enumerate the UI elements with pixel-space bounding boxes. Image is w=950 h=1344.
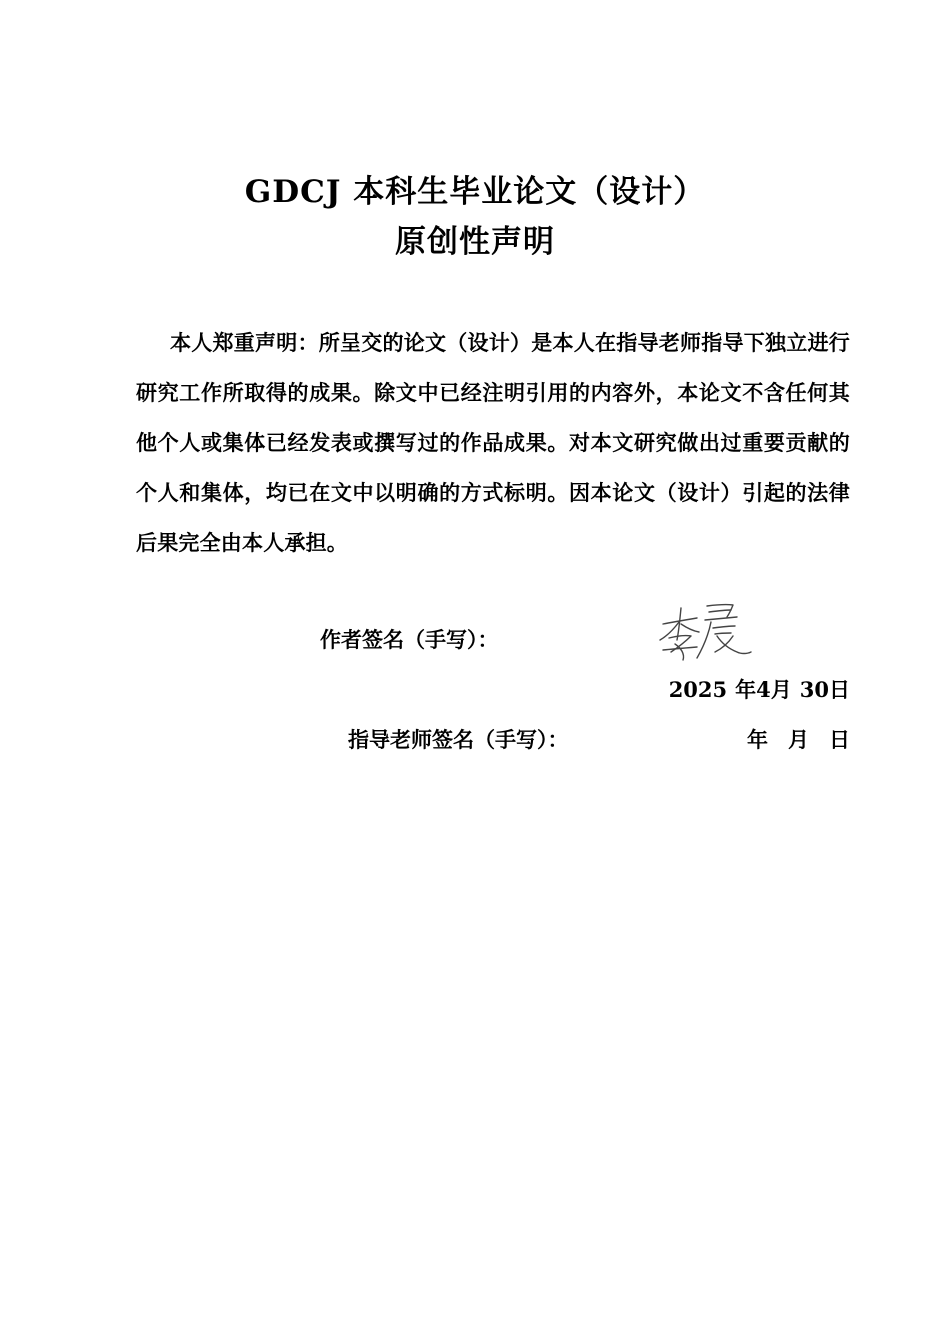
author-signature-label: 作者签名（手写）： [320,627,499,652]
author-date-day: 30 [799,677,829,702]
document-subtitle: 原创性声明 [395,224,555,260]
author-signature-date [669,675,850,705]
declaration-paragraph: 本人郑重声明：所呈交的论文（设计）是本人在指导老师指导下独立进行研究工作所取得的成果。除文中已经注明引用的内容外，本论文不含任何其他个人或集体已经发表或撰写过的作品成果。对本文研究做出过重要贡献的个人和集体，均已在文中以明确的方式标明。因本论文（设计）引起的法律后果完全由本人承担。 [136,330,850,555]
author-date-year: 2025 [668,677,728,702]
author-date-month-unit: 月 [770,677,792,702]
author-date-month: 4 [756,677,771,702]
document-title: GDCJ 本科生毕业论文（设计） [244,174,706,210]
advisor-date-year-unit: 年 [747,727,768,752]
author-date-year-unit: 年 [735,677,757,702]
advisor-signature-label: 指导老师签名（手写）： [348,727,569,752]
advisor-signature-date [747,725,850,755]
author-date-day-unit: 日 [829,677,850,702]
handwritten-signature [655,600,755,662]
advisor-date-day-unit: 日 [829,727,850,752]
advisor-date-month-unit: 月 [788,727,809,752]
